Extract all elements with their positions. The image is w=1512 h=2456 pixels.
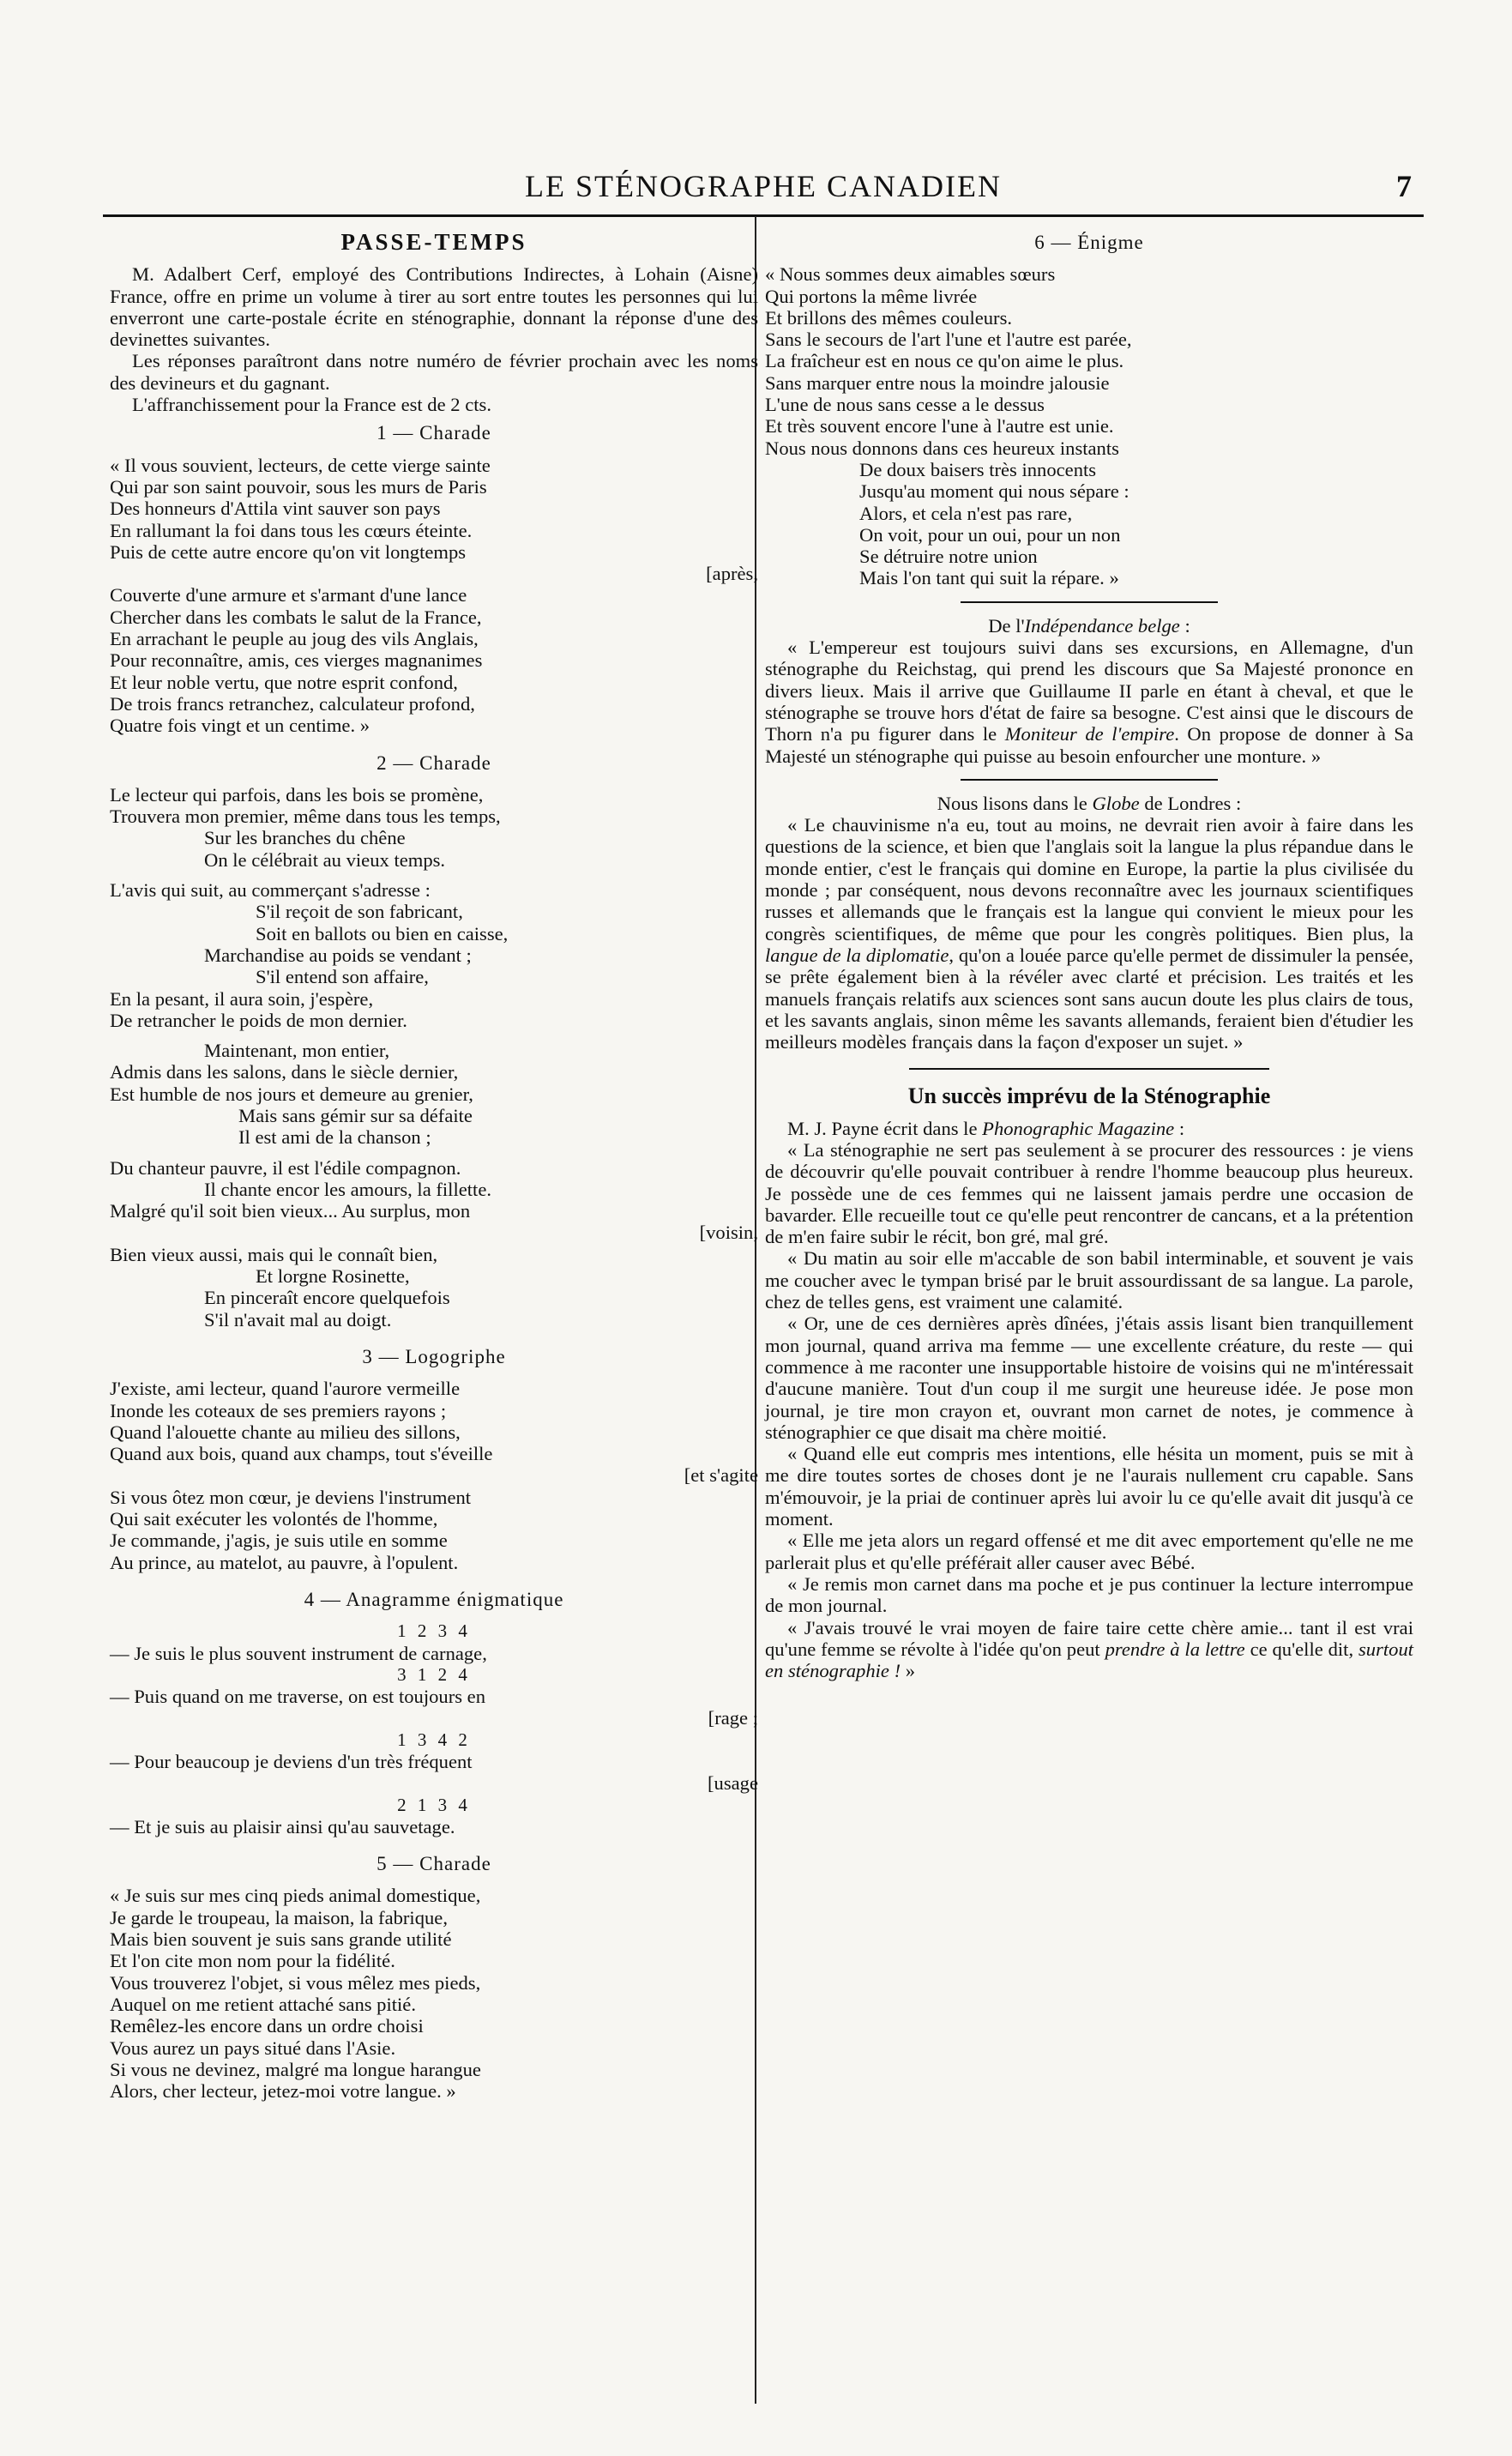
verse-line: De doux baisers très innocents [859,458,1097,480]
verse-line: Mais l'on tant qui suit la répare. » [859,567,1119,589]
verse-line: Inonde les coteaux de ses premiers rayons ; [110,1399,447,1421]
article-title: Un succès imprévu de la Sténographie [907,1083,1271,1109]
verse-line: Marchandise au poids se vendant ; [204,944,472,966]
verse-line: Bien vieux aussi, mais qui le connaît bien, [110,1243,438,1265]
verse-line: Qui sait exécuter les volontés de l'homme, [110,1508,438,1530]
article-paragraph: « Je remis mon carnet dans ma poche et je pus continuer la lecture interrompue de mon journal. [765,1572,1413,1617]
verse-line-continuation: [usage [708,1772,758,1795]
verse-line: Je garde le troupeau, la maison, la fabrique, [110,1906,448,1928]
puzzle-heading: 1 — Charade [376,422,491,444]
intro-paragraph: Les réponses paraîtront dans notre numéro de février prochain avec les noms des devineurs et du gagnant. [110,350,758,394]
enigme [765,263,1413,588]
running-head: LE STÉNOGRAPHE CANADIEN [525,169,1002,203]
source-title: Phonographic Magazine [982,1117,1175,1139]
puzzle-heading: 6 — Énigme [1034,232,1144,253]
header-rule [103,214,1424,217]
verse-line: Qui portons la même livrée [765,285,978,307]
source-title: Globe [1092,792,1140,814]
charade-2 [110,784,758,1331]
verse-line: Auquel on me retient attaché sans pitié. [110,1993,416,2015]
source-line: Nous lisons dans le Globe de Londres : [937,792,1242,814]
verse-line: Au prince, au matelot, au pauvre, à l'opulent. [110,1551,459,1573]
anagram-numbers: 2 1 3 4 [397,1794,471,1815]
verse-line: Sans marquer entre nous la moindre jalousie [765,371,1110,394]
verse-line: Le lecteur qui parfois, dans les bois se promène, [110,783,484,806]
verse-line: Maintenant, mon entier, [204,1040,390,1062]
verse-line: Est humble de nos jours et demeure au grenier, [110,1083,473,1105]
puzzle-heading: 4 — Anagramme énigmatique [304,1588,564,1610]
anagram-numbers: 1 3 4 2 [397,1729,471,1750]
verse-line: S'il entend son affaire, [256,966,429,988]
verse-line: Chercher dans les combats le salut de la France, [110,606,482,628]
section-separator [909,1068,1269,1070]
verse-line: — Et je suis au plaisir ainsi qu'au sauvetage. [110,1815,455,1837]
article-paragraph: « Du matin au soir elle m'accable de son babil interminable, et souvent je vais me coucher avec le tympan brisé par le bruit assourdissant de sa langue. La parole, chez de telles gens, est vraiment une calamité. [765,1247,1413,1313]
verse-line: Soit en ballots ou bien en caisse, [256,922,509,944]
anagram-numbers: 3 1 2 4 [397,1663,471,1685]
verse-line: Vous trouverez l'objet, si vous mêlez mes pieds, [110,1971,481,1994]
verse-line: S'il reçoit de son fabricant, [256,901,463,923]
verse-line: — Je suis le plus souvent instrument de carnage, [110,1642,487,1664]
verse-line: Trouvera mon premier, même dans tous les temps, [110,806,501,828]
verse-line: En arrachant le peuple au joug des vils Anglais, [110,628,479,650]
verse-line: Mais bien souvent je suis sans grande utilité [110,1928,452,1951]
verse-line-continuation: [et s'agite [684,1464,758,1487]
verse-line: Nous nous donnons dans ces heureux instants [765,437,1119,459]
verse-line: Alors, cher lecteur, jetez-moi votre langue. » [110,2080,456,2103]
article-paragraph: « Or, une de ces dernières après dînées, j'étais assis lisant bien tranquillement mon journal, quand arriva ma femme — une excellente créature, du reste — qui commence à me raconter une insupportable histoire de voisins qui ne m'intéressait d'aucune manière. Tout d'un coup il me surgit une heureuse idée. Je pose mon journal, je tire mon crayon et, ouvrant mon carnet de notes, je commence à sténographier ce que disait ma chère moitié. [765,1312,1413,1443]
verse-line: Pour reconnaître, amis, ces vierges magnanimes [110,649,483,672]
verse-line: Et brillons des mêmes couleurs. [765,306,1013,329]
verse-line: Puis de cette autre encore qu'on vit longtemps [110,540,467,563]
verse-line: Je commande, j'agis, je suis utile en somme [110,1530,448,1552]
verse-line: Et l'on cite mon nom pour la fidélité. [110,1950,395,1972]
verse-line: S'il n'avait mal au doigt. [204,1308,392,1331]
verse-line: On voit, pour un oui, pour un non [859,523,1121,546]
page-header [103,168,1424,209]
verse-line-continuation: [voisin, [699,1222,758,1244]
verse-line: — Puis quand on me traverse, on est toujours en [110,1686,485,1708]
section-title: PASSE-TEMPS [340,229,527,255]
charade-1 [110,455,758,737]
anagram-numbers: 1 2 3 4 [397,1620,471,1642]
verse-line: — Pour beaucoup je deviens d'un très fréquent [110,1751,473,1772]
source-title: Indépendance belge [1024,614,1180,637]
verse-line: Mais sans gémir sur sa défaite [238,1104,473,1126]
verse-line: Et lorgne Rosinette, [256,1265,410,1288]
article-paragraph: « J'avais trouvé le vrai moyen de faire taire cette chère amie... tant il est vrai qu'une femme se révolte à l'idée qu'on peut prendre à la lettre ce qu'elle dit, surtout en sténographie ! » [765,1616,1414,1682]
article-intro: M. J. Payne écrit dans le Phonographic Magazine : [787,1117,1185,1139]
intro-paragraph: M. Adalbert Cerf, employé des Contributions Indirectes, à Lohain (Aisne) France, offre en prime un volume à tirer au sort entre toutes les personnes qui lui enverront une carte-postale écrite en sténographie, donnant la réponse d'une des devinettes suivantes. [110,263,758,351]
source-line: De l'Indépendance belge : [988,614,1190,637]
verse-line: Quand aux bois, quand aux champs, tout s'éveille [110,1443,493,1465]
article-paragraph: « Elle me jeta alors un regard offensé et me dit avec emportement qu'elle ne me parlerait plus et qu'elle préférait aller causer avec Bébé. [765,1530,1413,1573]
verse-line: De retrancher le poids de mon dernier. [110,1009,407,1031]
verse-line: Vous aurez un pays situé dans l'Asie. [110,2037,396,2059]
intro-paragraph: L'affranchissement pour la France est de 2 cts. [132,394,491,416]
section-separator [961,779,1218,781]
verse-line: Couverte d'une armure et s'armant d'une lance [110,584,467,606]
verse-line: Malgré qu'il soit bien vieux... Au surplus, mon [110,1200,471,1222]
puzzle-heading: 5 — Charade [376,1853,491,1875]
right-column [765,225,1413,1681]
verse-line: Remêlez-les encore dans un ordre choisi [110,2015,424,2037]
article-paragraph: « Quand elle eut compris mes intentions, elle hésita un moment, puis se mit à me dire toutes sortes de choses dont je ne l'aurais nullement cru capable. Sans m'émouvoir, je la priai de continuer après lui avoir lu ce qu'elle avait dit jusqu'à ce moment. [765,1443,1413,1530]
verse-line: « Il vous souvient, lecteurs, de cette vierge sainte [110,454,491,476]
verse-line: En rallumant la foi dans tous les cœurs éteinte. [110,519,473,541]
page-number: 7 [1396,169,1412,203]
puzzle-heading: 2 — Charade [376,751,491,774]
quote-paragraph: « Le chauvinisme n'a eu, tout au moins, ne devrait rien avoir à faire dans les questions de la science, et bien que l'anglais soit la langue la plus répandue dans le monde entier, c'est le français qui domine en Europe, la partie la plus civilisée du monde ; par conséquent, nous devons reconnaître avec les journaux scientifiques russes et allemands que le français est la langue qui convient le mieux pour les congrès scientifiques, de même que pour les congrès politiques. Bien plus, la langue de la diplomatie, qu'on a louée parce qu'elle permet de dissimuler la pensée, se prête également bien à la révéler avec clarté et précision. Les traités et les manuels français relatifs aux sciences sont sans aucun doute les plus clairs de tous, et les savants anglais, sinon même les savants allemands, feraient bien d'étudier les meilleurs modèles français dans la façon d'exposer un sujet. » [765,814,1413,1053]
verse-line: En la pesant, il aura soin, j'espère, [110,987,374,1010]
verse-line: Sur les branches du chêne [204,827,406,849]
verse-line: Quand l'alouette chante au milieu des sillons, [110,1421,461,1443]
verse-line: Qui par son saint pouvoir, sous les murs de Paris [110,475,487,498]
anagramme [110,1620,758,1837]
verse-line: « Je suis sur mes cinq pieds animal domestique, [110,1885,481,1907]
verse-line: Et très souvent encore l'une à l'autre est unie. [765,415,1114,437]
verse-line: En pinceraît encore quelquefois [204,1287,450,1309]
verse-line: Admis dans les salons, dans le siècle dernier, [110,1061,459,1083]
verse-line: Si vous ôtez mon cœur, je deviens l'instrument [110,1486,472,1508]
verse-line: La fraîcheur est en nous ce qu'on aime le plus. [765,350,1124,372]
verse-line: Si vous ne devinez, malgré ma longue harangue [110,2058,481,2080]
verse-line: De trois francs retranchez, calculateur profond, [110,692,475,715]
verse-line: « Nous sommes deux aimables sœurs [765,263,1056,286]
verse-line: Se détruire notre union [859,546,1038,568]
verse-line: On le célébrait au vieux temps. [204,848,446,871]
verse-line: Alors, et cela n'est pas rare, [859,502,1073,524]
verse-line-continuation: [rage ; [708,1707,758,1729]
section-separator [961,601,1218,603]
verse-line: Et leur noble vertu, que notre esprit confond, [110,671,458,693]
verse-line: Il chante encor les amours, la fillette. [204,1178,492,1200]
verse-line: L'une de nous sans cesse a le dessus [765,394,1045,416]
puzzle-heading: 3 — Logogriphe [362,1345,506,1367]
verse-line: Il est ami de la chanson ; [238,1126,431,1149]
article-paragraph: « La sténographie ne sert pas seulement à se procurer des ressources : je viens de découvrir qu'elle pouvait contribuer à rendre l'homme beaucoup plus heureux. Je possède une de ces femmes qui ne laissent jamais perdre une occasion de bavarder. Elle recueille tout ce qu'elle peut rencontrer de cancans, et a la prétention de m'en faire subir le récit, bon gré, mal gré. [765,1138,1413,1248]
verse-line-continuation: [après, [706,563,758,585]
verse-line: Jusqu'au moment qui nous sépare : [859,480,1129,503]
verse-line: L'avis qui suit, au commerçant s'adresse : [110,879,431,902]
verse-line: Quatre fois vingt et un centime. » [110,715,370,737]
left-column [110,225,758,2102]
verse-line: Du chanteur pauvre, il est l'édile compagnon. [110,1156,461,1179]
quote-paragraph: « L'empereur est toujours suivi dans ses excursions, en Allemagne, d'un sténographe du Reichstag, qui prend les discours que Sa Majesté prononce en divers lieux. Mais il arrive que Guillaume II parle en étant à cheval, et que le sténographe se trouve hors d'état de faire sa besogne. C'est ainsi que le discours de Thorn n'a pu figurer dans le Moniteur de l'empire. On propose de donner à Sa Majesté un sténographe qui puisse au besoin enfourcher une monture. » [765,637,1414,767]
verse-line: Des honneurs d'Attila vint sauver son pays [110,498,441,520]
logogriphe [110,1378,758,1573]
charade-5 [110,1885,758,2102]
verse-line: J'existe, ami lecteur, quand l'aurore vermeille [110,1378,461,1400]
verse-line: Sans le secours de l'art l'une et l'autre est parée, [765,329,1132,351]
